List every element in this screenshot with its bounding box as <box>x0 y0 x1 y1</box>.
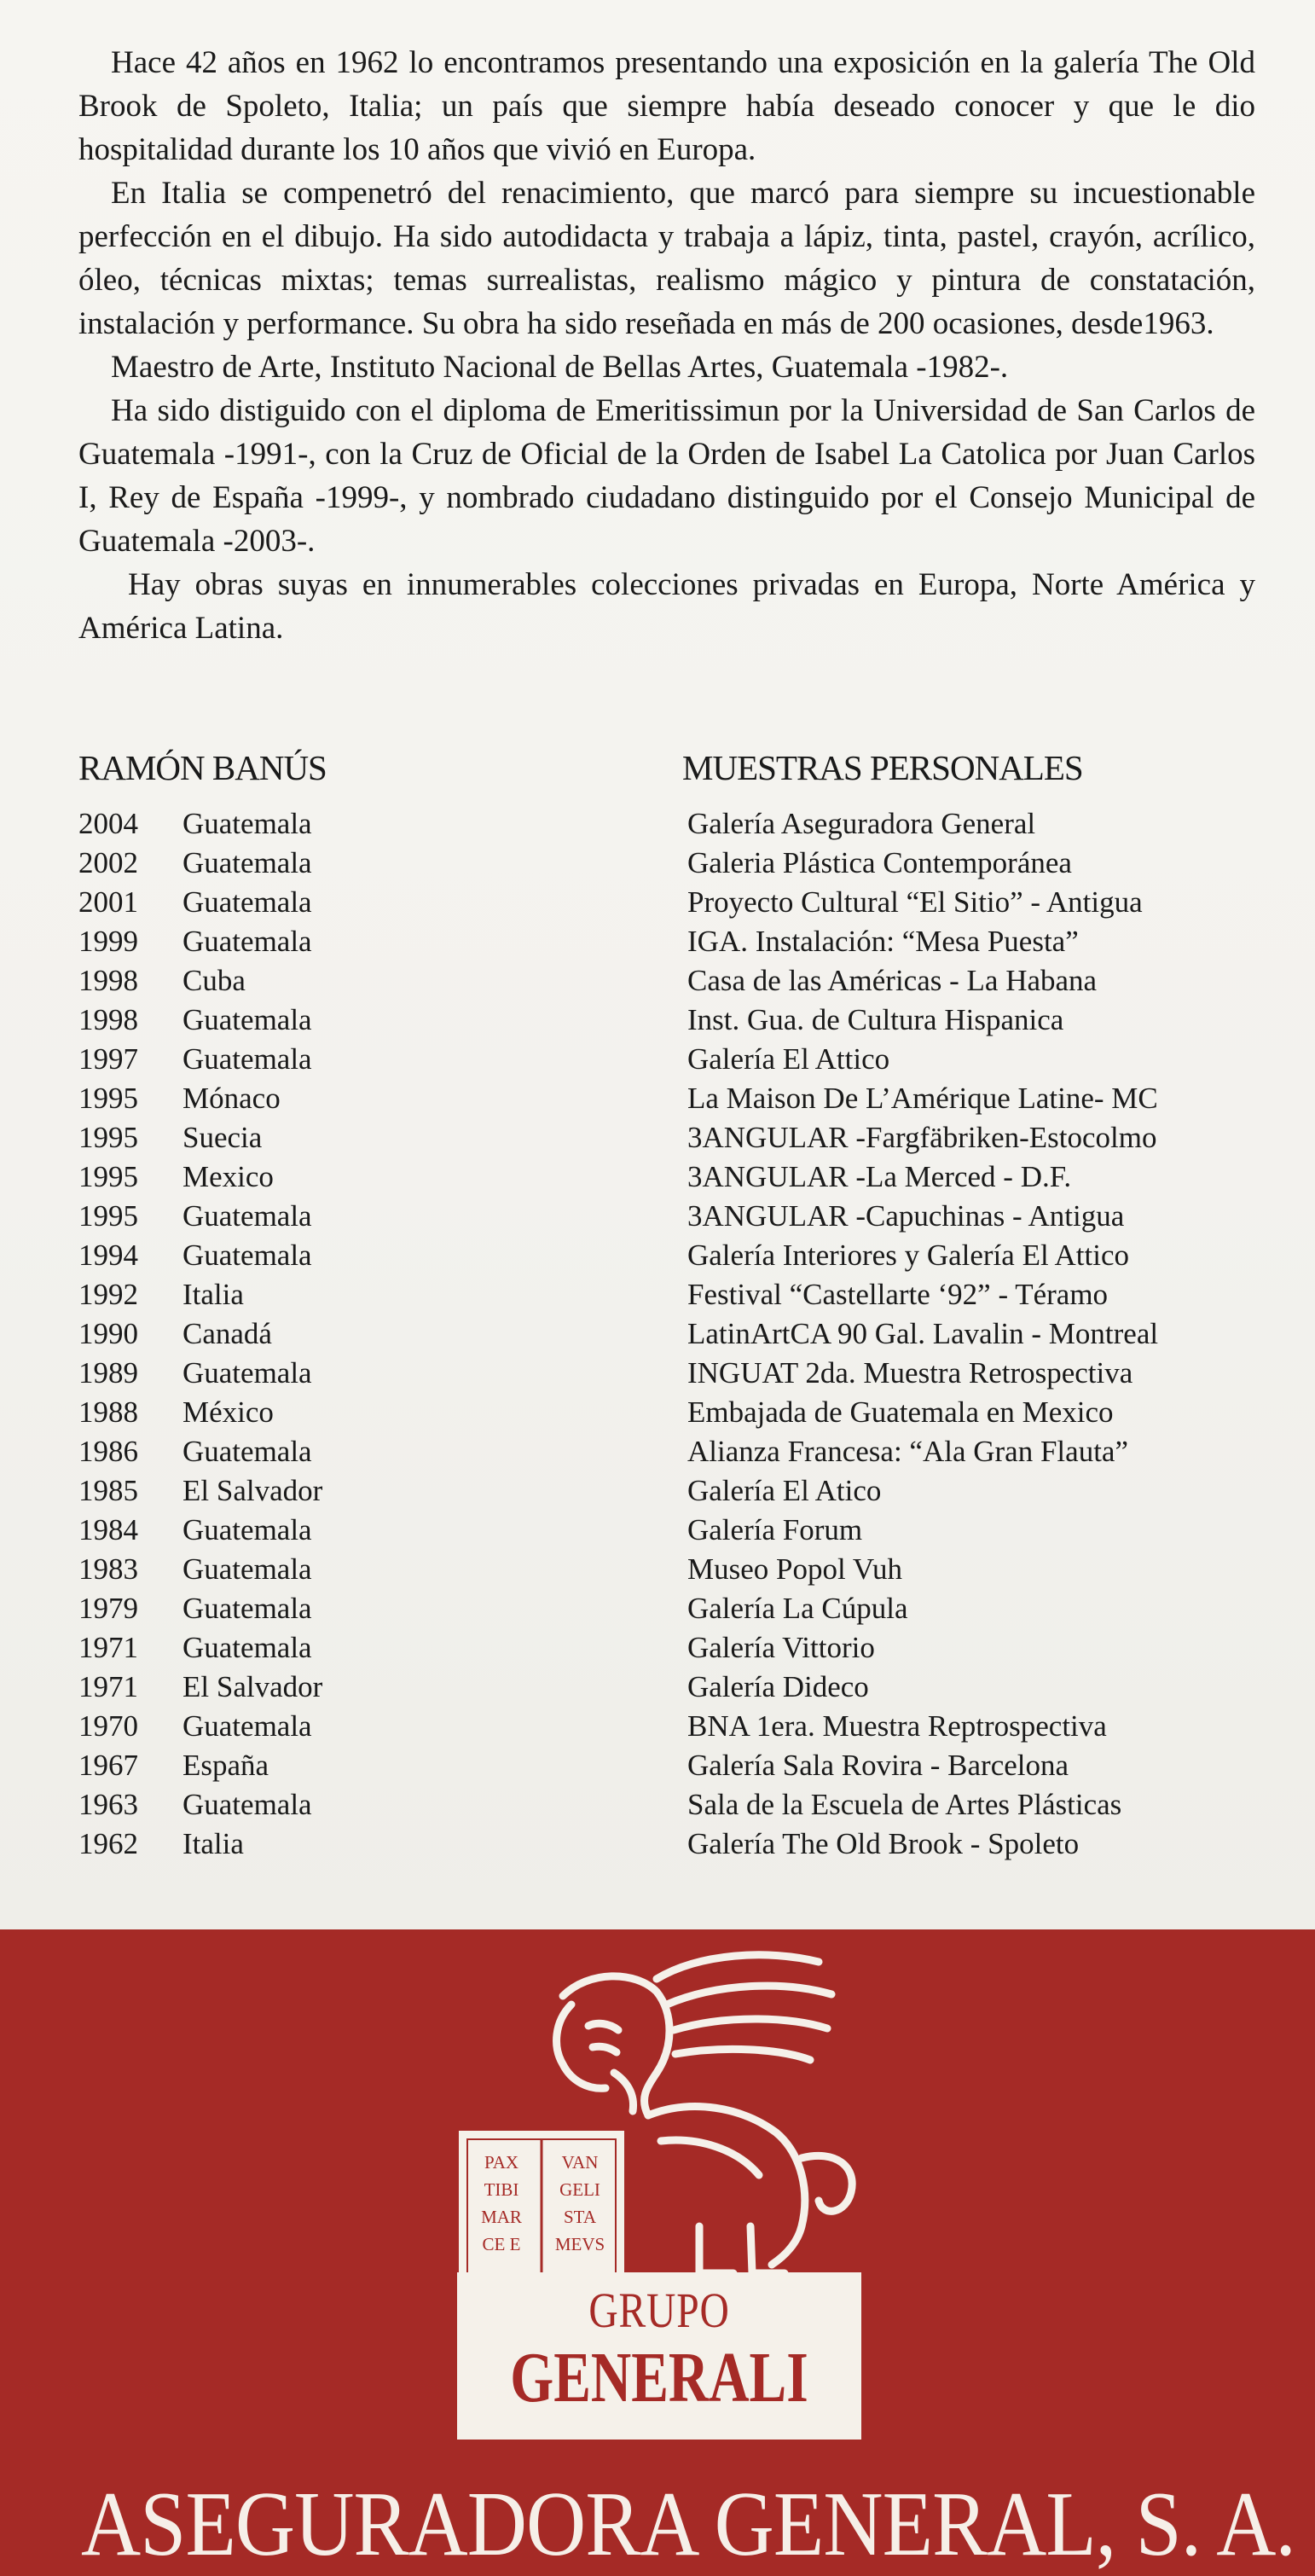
exhibition-row <box>78 1707 1272 1746</box>
exhibition-year: 1999 <box>78 925 138 958</box>
exhibition-country: Guatemala <box>182 1552 312 1586</box>
biography <box>78 41 1255 650</box>
exhibition-year: 1962 <box>78 1827 138 1860</box>
exhibition-row <box>78 1118 1272 1157</box>
exhibitions-heading: MUESTRAS PERSONALES <box>682 748 1083 787</box>
exhibition-venue: 3ANGULAR -Capuchinas - Antigua <box>687 1199 1125 1233</box>
exhibition-venue: Alianza Francesa: “Ala Gran Flauta” <box>687 1435 1128 1468</box>
exhibition-row <box>78 961 1272 1001</box>
exhibition-venue: Casa de las Américas - La Habana <box>687 964 1098 997</box>
exhibition-venue: Galería The Old Brook - Spoleto <box>687 1827 1080 1860</box>
exhibition-country: Guatemala <box>182 1042 312 1076</box>
exhibition-year: 1995 <box>78 1199 138 1233</box>
exhibition-venue: BNA 1era. Muestra Reptrospectiva <box>687 1709 1107 1743</box>
exhibition-country: Suecia <box>182 1121 263 1154</box>
exhibition-row <box>78 1001 1272 1040</box>
exhibition-country: Guatemala <box>182 1592 312 1625</box>
exhibition-row <box>78 1550 1272 1589</box>
bio-paragraph: Ha sido distiguido con el diploma de Emeritissimun por la Universidad de San Carlos de Guatemala -1991-, con la Cruz de Oficial de la Orden de Isabel La Catolica por Juan Carlos I, Rey de España -1999-, y nombrado ciudadano distinguido por el Consejo Municipal de Guatemala -2003-. <box>78 393 1255 559</box>
exhibition-country: Guatemala <box>182 1199 312 1233</box>
exhibition-venue: Festival “Castellarte ‘92” - Téramo <box>687 1278 1109 1311</box>
book-text-left: MAR <box>481 2207 522 2227</box>
exhibition-year: 1971 <box>78 1670 138 1703</box>
exhibition-row <box>78 804 1272 844</box>
exhibition-year: 2002 <box>78 846 138 879</box>
exhibition-venue: Galería Forum <box>687 1513 863 1546</box>
logo-generali-text: GENERALI <box>510 2338 808 2417</box>
book-text-right: MEVS <box>554 2234 605 2254</box>
exhibition-country: El Salvador <box>182 1474 323 1507</box>
exhibition-year: 1970 <box>78 1709 138 1743</box>
exhibition-venue: Galería Aseguradora General <box>687 807 1036 840</box>
book-text-left: CE E <box>482 2234 521 2254</box>
exhibition-year: 1998 <box>78 1003 138 1036</box>
exhibition-venue: La Maison De L’Amérique Latine- MC <box>687 1082 1158 1115</box>
exhibition-row <box>78 1511 1272 1550</box>
bio-paragraph: Maestro de Arte, Instituto Nacional de Bellas Artes, Guatemala -1982-. <box>111 350 1009 385</box>
lion-logo-icon <box>443 1945 870 2303</box>
exhibition-country: Mexico <box>182 1160 274 1193</box>
bio-paragraph: En Italia se compenetró del renacimiento, que marcó para siempre su incuestionable perfección en el dibujo. Ha sido autodidacta y trabaja a lápiz, tinta, pastel, crayón, acrílico, óleo, técnicas mixtas; temas surrealistas, realismo mágico y pintura de constatación, instalación y performance. Su obra ha sido reseñada en más de 200 ocasiones, desde1963. <box>78 176 1255 341</box>
exhibition-row <box>78 1314 1272 1354</box>
exhibition-venue: Galería Sala Rovira - Barcelona <box>687 1749 1069 1782</box>
exhibition-year: 1963 <box>78 1788 138 1821</box>
exhibition-venue: Galería El Atico <box>687 1474 882 1507</box>
exhibition-year: 1995 <box>78 1082 138 1115</box>
exhibition-venue: Galería Vittorio <box>687 1631 875 1664</box>
book-text-right: GELI <box>559 2179 600 2200</box>
exhibition-row <box>78 922 1272 961</box>
exhibition-year: 1990 <box>78 1317 138 1350</box>
exhibition-venue: INGUAT 2da. Muestra Retrospectiva <box>687 1356 1133 1390</box>
exhibition-country: El Salvador <box>182 1670 323 1703</box>
exhibition-row <box>78 1275 1272 1314</box>
exhibition-year: 1988 <box>78 1395 138 1429</box>
exhibition-venue: 3ANGULAR -Fargfäbriken-Estocolmo <box>687 1121 1157 1154</box>
exhibition-row <box>78 1236 1272 1275</box>
exhibition-row <box>78 1628 1272 1668</box>
exhibition-year: 1995 <box>78 1121 138 1154</box>
exhibition-row <box>78 1471 1272 1511</box>
exhibition-year: 1985 <box>78 1474 138 1507</box>
exhibition-venue: Sala de la Escuela de Artes Plásticas <box>687 1788 1122 1821</box>
exhibition-year: 1971 <box>78 1631 138 1664</box>
exhibition-year: 1992 <box>78 1278 138 1311</box>
exhibition-row <box>78 1432 1272 1471</box>
exhibition-country: Italia <box>182 1827 244 1860</box>
exhibition-row <box>78 1040 1272 1079</box>
bio-paragraph: Hay obras suyas en innumerables colecciones privadas en Europa, Norte América y América Latina. <box>78 567 1255 646</box>
book-text-left: PAX <box>484 2152 519 2173</box>
exhibition-country: Guatemala <box>182 846 312 879</box>
exhibition-country: Guatemala <box>182 1513 312 1546</box>
exhibition-year: 1979 <box>78 1592 138 1625</box>
logo-grupo-text: GRUPO <box>588 2283 730 2338</box>
exhibition-list <box>78 804 1272 1864</box>
exhibition-venue: Proyecto Cultural “El Sitio” - Antigua <box>687 885 1143 919</box>
exhibition-country: Guatemala <box>182 1003 312 1036</box>
exhibition-row <box>78 1589 1272 1628</box>
exhibition-year: 2004 <box>78 807 138 840</box>
exhibition-row <box>78 1079 1272 1118</box>
exhibition-row <box>78 1354 1272 1393</box>
exhibition-venue: Museo Popol Vuh <box>687 1552 903 1586</box>
exhibition-year: 1995 <box>78 1160 138 1193</box>
exhibition-country: Cuba <box>182 964 246 997</box>
exhibition-year: 1984 <box>78 1513 138 1546</box>
exhibition-year: 1967 <box>78 1749 138 1782</box>
exhibition-country: Guatemala <box>182 1788 312 1821</box>
exhibition-row <box>78 844 1272 883</box>
exhibition-year: 2001 <box>78 885 138 919</box>
exhibition-year: 1997 <box>78 1042 138 1076</box>
exhibition-row <box>78 1825 1272 1864</box>
bio-paragraph: Hace 42 años en 1962 lo encontramos presentando una exposición en la galería The Old Brook de Spoleto, Italia; un país que siempre había deseado conocer y que le dio hospitalidad durante los 10 años que vivió en Europa. <box>78 45 1255 167</box>
exhibition-country: España <box>182 1749 269 1782</box>
exhibition-country: Mónaco <box>182 1082 281 1115</box>
exhibition-year: 1986 <box>78 1435 138 1468</box>
exhibition-country: Canadá <box>182 1317 272 1350</box>
exhibition-year: 1998 <box>78 964 138 997</box>
exhibition-country: Guatemala <box>182 807 312 840</box>
exhibition-year: 1994 <box>78 1239 138 1272</box>
exhibition-row <box>78 1157 1272 1197</box>
exhibition-venue: Galería La Cúpula <box>687 1592 908 1625</box>
exhibition-venue: Galería Dideco <box>687 1670 869 1703</box>
artist-name-heading: RAMÓN BANÚS <box>78 748 327 787</box>
exhibition-country: Italia <box>182 1278 244 1311</box>
exhibition-country: Guatemala <box>182 1631 312 1664</box>
exhibition-venue: Galería Interiores y Galería El Attico <box>687 1239 1129 1272</box>
exhibition-country: Guatemala <box>182 925 312 958</box>
exhibition-row <box>78 1746 1272 1785</box>
exhibition-country: Guatemala <box>182 1709 312 1743</box>
exhibition-venue: Galería El Attico <box>687 1042 890 1076</box>
exhibition-row <box>78 1785 1272 1825</box>
exhibition-row <box>78 1668 1272 1707</box>
exhibition-venue: IGA. Instalación: “Mesa Puesta” <box>687 925 1079 958</box>
company-name: ASEGURADORA GENERAL, S. A. <box>81 2474 1295 2575</box>
exhibition-year: 1983 <box>78 1552 138 1586</box>
exhibition-country: Guatemala <box>182 1239 312 1272</box>
book-text-right: STA <box>564 2207 596 2227</box>
book-text-left: TIBI <box>484 2179 519 2200</box>
exhibition-country: Guatemala <box>182 1356 312 1390</box>
exhibition-year: 1989 <box>78 1356 138 1390</box>
exhibition-country: Guatemala <box>182 885 312 919</box>
exhibition-country: México <box>182 1395 274 1429</box>
exhibition-venue: 3ANGULAR -La Merced - D.F. <box>687 1160 1072 1193</box>
exhibition-venue: Inst. Gua. de Cultura Hispanica <box>687 1003 1064 1036</box>
exhibition-country: Guatemala <box>182 1435 312 1468</box>
exhibition-row <box>78 1393 1272 1432</box>
exhibition-venue: Embajada de Guatemala en Mexico <box>687 1395 1114 1429</box>
exhibition-row <box>78 1197 1272 1236</box>
exhibition-row <box>78 883 1272 922</box>
exhibition-venue: Galeria Plástica Contemporánea <box>687 846 1072 879</box>
book-text-right: VAN <box>561 2152 599 2173</box>
exhibition-venue: LatinArtCA 90 Gal. Lavalin - Montreal <box>687 1317 1159 1350</box>
